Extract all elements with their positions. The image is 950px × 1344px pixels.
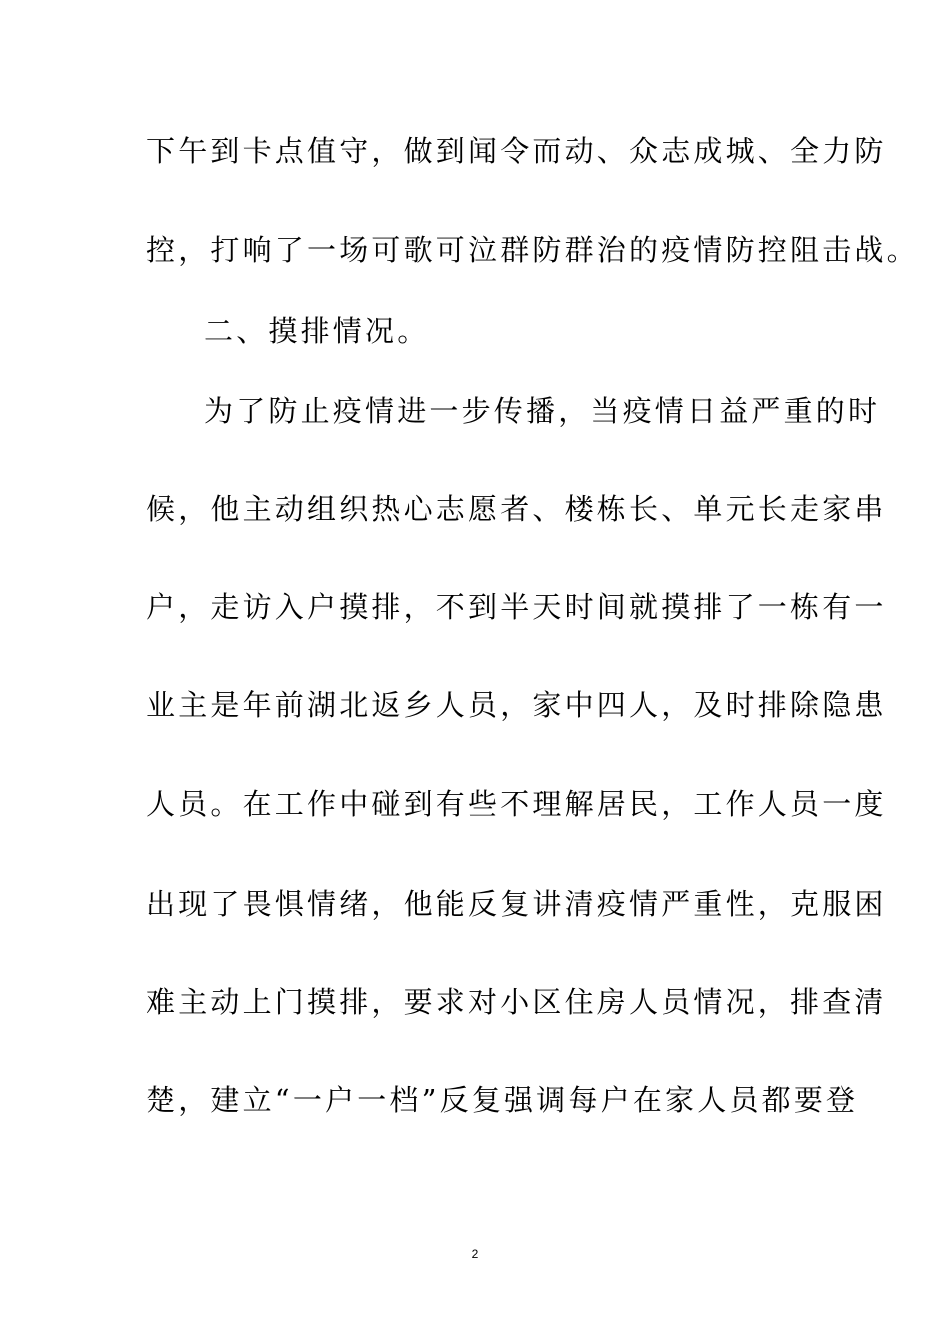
section-heading: 二、摸排情况。 xyxy=(204,314,430,348)
text-line: 人员。在工作中碰到有些不理解居民，工作人员一度 xyxy=(146,787,887,821)
text-line: 业主是年前湖北返乡人员，家中四人，及时排除隐患 xyxy=(146,688,887,722)
text-line: 难主动上门摸排，要求对小区住房人员情况，排查清 xyxy=(146,985,887,1019)
text-line: 候，他主动组织热心志愿者、楼栋长、单元长走家串 xyxy=(146,492,887,526)
text-line: 出现了畏惧情绪，他能反复讲清疫情严重性，克服困 xyxy=(146,887,887,921)
text-line: 下午到卡点值守，做到闻令而动、众志成城、全力防 xyxy=(146,134,887,168)
text-line: 控，打响了一场可歌可泣群防群治的疫情防控阻击战。 xyxy=(146,233,919,267)
text-line: 户，走访入户摸排，不到半天时间就摸排了一栋有一 xyxy=(146,590,887,624)
paragraph-first-line: 为了防止疫情进一步传播，当疫情日益严重的时 xyxy=(204,394,881,428)
page-number: 2 xyxy=(471,1247,479,1261)
text-line: 楚，建立“一户一档”反复强调每户在家人员都要登 xyxy=(146,1083,859,1117)
